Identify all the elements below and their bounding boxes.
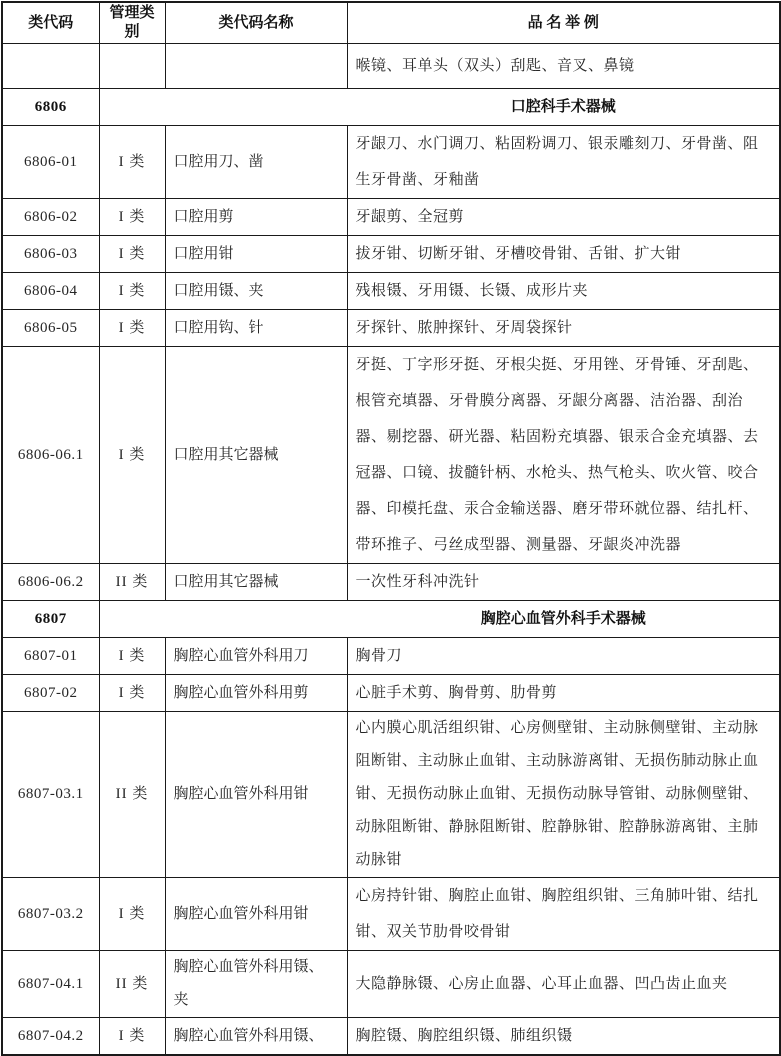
section-row <box>2 89 780 126</box>
header-col-code: 类代码 <box>2 2 99 44</box>
class-cell: I 类 <box>99 273 165 310</box>
section-title-cell: 口腔科手术器械 <box>99 89 780 126</box>
device-classification-table <box>1 1 781 1056</box>
table-row <box>2 675 780 712</box>
table-row <box>2 712 780 878</box>
class-cell: II 类 <box>99 712 165 878</box>
examples-cell: 心脏手术剪、胸骨剪、肋骨剪 <box>347 675 780 712</box>
code-cell: 6806-06.2 <box>2 564 99 601</box>
name-cell <box>165 44 347 89</box>
examples-cell: 喉镜、耳单头（双头）刮匙、音叉、鼻镜 <box>347 44 780 89</box>
code-cell: 6807-03.2 <box>2 878 99 951</box>
code-cell: 6806-05 <box>2 310 99 347</box>
code-cell: 6806-01 <box>2 126 99 199</box>
header-row <box>2 2 780 44</box>
examples-cell: 大隐静脉镊、心房止血器、心耳止血器、凹凸齿止血夹 <box>347 951 780 1018</box>
table-row <box>2 878 780 951</box>
examples-cell: 胸腔镊、胸腔组织镊、肺组织镊 <box>347 1018 780 1056</box>
header-col-examples: 品 名 举 例 <box>347 2 780 44</box>
name-cell: 口腔用镊、夹 <box>165 273 347 310</box>
name-cell: 胸腔心血管外科用剪 <box>165 675 347 712</box>
table-row <box>2 347 780 564</box>
code-cell: 6807-01 <box>2 638 99 675</box>
table-body <box>2 44 780 1056</box>
examples-cell: 拔牙钳、切断牙钳、牙槽咬骨钳、舌钳、扩大钳 <box>347 236 780 273</box>
table-row <box>2 310 780 347</box>
code-cell: 6807-04.2 <box>2 1018 99 1056</box>
table-row <box>2 44 780 89</box>
class-cell: I 类 <box>99 1018 165 1056</box>
class-cell: I 类 <box>99 638 165 675</box>
code-cell: 6806-02 <box>2 199 99 236</box>
table-row <box>2 1018 780 1056</box>
section-title-cell: 胸腔心血管外科手术器械 <box>99 601 780 638</box>
examples-cell: 牙挺、丁字形牙挺、牙根尖挺、牙用锉、牙骨锤、牙刮匙、根管充填器、牙骨膜分离器、牙龈分离器、洁治器、刮治器、剔挖器、研光器、粘固粉充填器、银汞合金充填器、去冠器、口镜、拔髓针柄、水枪头、热气枪头、吹火管、咬合器、印模托盘、汞合金输送器、磨牙带环就位器、结扎杆、带环推子、弓丝成型器、测量器、牙龈炎冲洗器 <box>347 347 780 564</box>
name-cell: 口腔用其它器械 <box>165 347 347 564</box>
name-cell: 胸腔心血管外科用钳 <box>165 712 347 878</box>
table-row <box>2 273 780 310</box>
examples-cell: 胸骨刀 <box>347 638 780 675</box>
header-col-name: 类代码名称 <box>165 2 347 44</box>
table-row <box>2 951 780 1018</box>
name-cell: 胸腔心血管外科用镊、夹 <box>165 951 347 1018</box>
class-cell: I 类 <box>99 347 165 564</box>
code-cell: 6807-02 <box>2 675 99 712</box>
code-cell: 6806-06.1 <box>2 347 99 564</box>
table-row <box>2 199 780 236</box>
name-cell: 口腔用其它器械 <box>165 564 347 601</box>
section-code-cell: 6806 <box>2 89 99 126</box>
name-cell: 口腔用钩、针 <box>165 310 347 347</box>
code-cell: 6807-03.1 <box>2 712 99 878</box>
name-cell: 口腔用钳 <box>165 236 347 273</box>
examples-cell: 牙探针、脓肿探针、牙周袋探针 <box>347 310 780 347</box>
class-cell: I 类 <box>99 878 165 951</box>
header-col-class: 管理类别 <box>99 2 165 44</box>
examples-cell: 一次性牙科冲洗针 <box>347 564 780 601</box>
code-cell: 6807-04.1 <box>2 951 99 1018</box>
class-cell: I 类 <box>99 126 165 199</box>
examples-cell: 心房持针钳、胸腔止血钳、胸腔组织钳、三角肺叶钳、结扎钳、双关节肋骨咬骨钳 <box>347 878 780 951</box>
code-cell: 6806-03 <box>2 236 99 273</box>
table-row <box>2 564 780 601</box>
class-cell: I 类 <box>99 310 165 347</box>
table-row <box>2 236 780 273</box>
examples-cell: 心内膜心肌活组织钳、心房侧壁钳、主动脉侧壁钳、主动脉阻断钳、主动脉止血钳、主动脉游离钳、无损伤肺动脉止血钳、无损伤动脉止血钳、无损伤动脉导管钳、动脉侧壁钳、动脉阻断钳、静脉阻断钳、腔静脉钳、腔静脉游离钳、主肺动脉钳 <box>347 712 780 878</box>
name-cell: 胸腔心血管外科用镊、 <box>165 1018 347 1056</box>
name-cell: 胸腔心血管外科用钳 <box>165 878 347 951</box>
class-cell: I 类 <box>99 236 165 273</box>
section-code-cell: 6807 <box>2 601 99 638</box>
table-row <box>2 638 780 675</box>
code-cell <box>2 44 99 89</box>
class-cell: I 类 <box>99 675 165 712</box>
class-cell: II 类 <box>99 564 165 601</box>
section-row <box>2 601 780 638</box>
class-cell <box>99 44 165 89</box>
page <box>0 1 780 1044</box>
examples-cell: 牙龈剪、全冠剪 <box>347 199 780 236</box>
name-cell: 口腔用剪 <box>165 199 347 236</box>
name-cell: 胸腔心血管外科用刀 <box>165 638 347 675</box>
table-row <box>2 126 780 199</box>
examples-cell: 牙龈刀、水门调刀、粘固粉调刀、银汞雕刻刀、牙骨凿、阻生牙骨凿、牙釉凿 <box>347 126 780 199</box>
class-cell: I 类 <box>99 199 165 236</box>
code-cell: 6806-04 <box>2 273 99 310</box>
class-cell: II 类 <box>99 951 165 1018</box>
name-cell: 口腔用刀、凿 <box>165 126 347 199</box>
examples-cell: 残根镊、牙用镊、长镊、成形片夹 <box>347 273 780 310</box>
